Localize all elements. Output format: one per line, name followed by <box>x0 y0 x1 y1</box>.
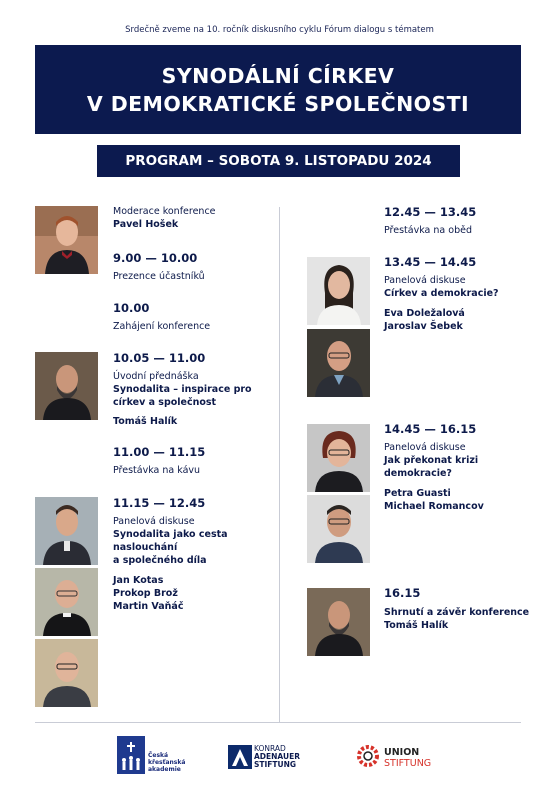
slot5-line4: a společného díla <box>113 555 207 566</box>
slot7-time: 13.45 — 14.45 <box>384 255 477 269</box>
slot4-time: 11.00 — 11.15 <box>113 445 206 459</box>
portrait-michael-romancov <box>307 495 370 563</box>
kas-line-1: KONRAD <box>254 744 286 753</box>
cka-figures-icon <box>117 736 145 774</box>
portrait-martin-vanac <box>35 639 98 707</box>
kas-line-2: ADENAUER <box>254 752 300 761</box>
slot5-speaker2: Prokop Brož <box>113 588 178 599</box>
union-gear-icon <box>356 744 380 768</box>
slot5-speaker3: Martin Vaňáč <box>113 601 184 612</box>
slot9-line1: Shrnutí a závěr konference <box>384 607 530 618</box>
program-banner: PROGRAM – SOBOTA 9. LISTOPADU 2024 <box>97 145 460 177</box>
title-banner <box>35 45 521 134</box>
portrait-jan-kotas <box>35 497 98 565</box>
slot8-line2: Jak překonat krizi <box>384 455 479 466</box>
slot5-line3: naslouchání <box>113 542 178 553</box>
portrait-pavel-hosek <box>35 206 98 274</box>
slot5-line1: Panelová diskuse <box>113 516 195 527</box>
union-logo-mark <box>356 744 380 768</box>
slot4-label: Přestávka na kávu <box>113 465 201 476</box>
cka-line-1: Česká <box>148 752 169 759</box>
slot7-speaker1: Eva Doležalová <box>384 308 465 319</box>
union-line-2: STIFTUNG <box>384 758 432 769</box>
slot3-line1: Úvodní přednáška <box>113 371 199 382</box>
slot1-label: Prezence účastníků <box>113 271 205 282</box>
slot2-label: Zahájení konference <box>113 321 211 332</box>
slot7-line1: Panelová diskuse <box>384 275 466 286</box>
kas-line-3: STIFTUNG <box>254 760 297 769</box>
slot7-line2: Církev a demokracie? <box>384 288 499 299</box>
slot1-time: 9.00 — 10.00 <box>113 251 198 265</box>
slot8-speaker1: Petra Guasti <box>384 488 451 499</box>
slot7-speaker2: Jaroslav Šebek <box>384 321 463 332</box>
portrait-petra-guasti <box>307 424 370 492</box>
cka-logo-text <box>148 752 185 773</box>
title-line-1: SYNODÁLNÍ CÍRKEV <box>161 63 395 88</box>
slot5-time: 11.15 — 12.45 <box>113 496 206 510</box>
slot9-speaker: Tomáš Halík <box>384 620 449 631</box>
cka-line-2: křesťanská <box>148 759 186 766</box>
footer-divider <box>35 722 521 723</box>
slot3-time: 10.05 — 11.00 <box>113 351 206 365</box>
column-divider <box>279 207 280 723</box>
portrait-tomas-halik-1 <box>35 352 98 420</box>
portrait-jaroslav-sebek <box>307 329 370 397</box>
union-line-1: UNION <box>384 747 420 758</box>
slot8-line3: demokracie? <box>384 468 452 479</box>
union-logo-text <box>384 747 431 769</box>
portrait-eva-dolezalova <box>307 257 370 325</box>
slot9-time: 16.15 <box>384 586 421 600</box>
slot3-speaker: Tomáš Halík <box>113 416 178 427</box>
moderation-label: Moderace konference <box>113 206 216 217</box>
kas-triangle-icon <box>228 745 252 769</box>
cka-logo-mark <box>117 736 145 774</box>
cka-line-3: akademie <box>148 766 181 773</box>
slot2-time: 10.00 <box>113 301 150 315</box>
slot8-line1: Panelová diskuse <box>384 442 466 453</box>
slot8-speaker2: Michael Romancov <box>384 501 484 512</box>
slot5-speaker1: Jan Kotas <box>113 575 164 586</box>
kas-logo-mark <box>228 745 252 769</box>
slot5-line2: Synodalita jako cesta <box>113 529 228 540</box>
slot8-time: 14.45 — 16.15 <box>384 422 477 436</box>
portrait-tomas-halik-2 <box>307 588 370 656</box>
slot3-line2: Synodalita – inspirace pro <box>113 384 252 395</box>
portrait-prokop-broz <box>35 568 98 636</box>
title-line-2: V DEMOKRATICKÉ SPOLEČNOSTI <box>86 91 470 116</box>
slot6-time: 12.45 — 13.45 <box>384 205 477 219</box>
moderation-name: Pavel Hošek <box>113 219 179 230</box>
kas-logo-text <box>254 745 300 769</box>
intro-text: Srdečně zveme na 10. ročník diskusního cyklu Fórum dialogu s tématem <box>125 25 434 35</box>
slot6-label: Přestávka na oběd <box>384 225 472 236</box>
slot3-line3: církev a společnost <box>113 397 217 408</box>
